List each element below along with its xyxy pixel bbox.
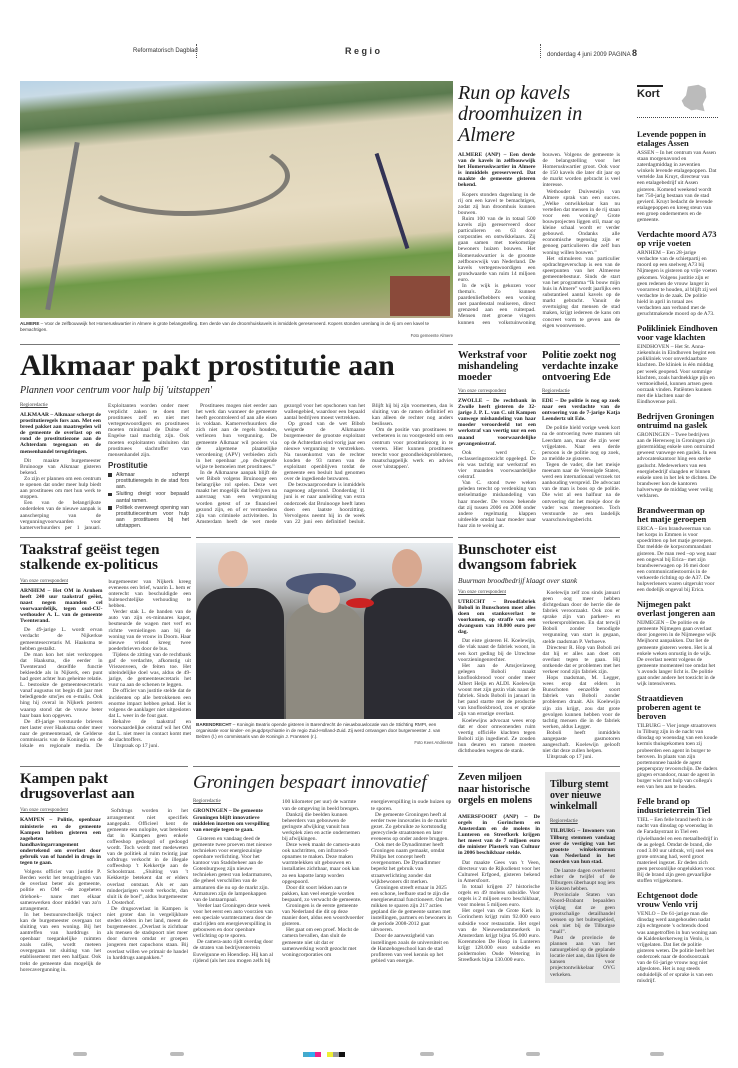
- paragraph: In totaal krijgen 27 historische orgels en 49 molens subsidie. Voor orgels is 2 miljoen euro beschikbaar, voor molens 5 miljoen euro.: [458, 883, 540, 909]
- kort-dots: [637, 117, 718, 118]
- headline-kampen: Kampen pakt drugsoverlast aan: [20, 771, 135, 803]
- article-werkstraf: [458, 350, 536, 529]
- paragraph: Provinciale Staten van Noord-Brabant bepaalden vrijdag dat ze geen grootschalige detailhandel wensen op het buitengebied, ook niet bij de Tilburgse “mall”.: [550, 892, 615, 935]
- article-run-op-kavels: [458, 81, 620, 329]
- article-kampen: [20, 766, 188, 972]
- paragraph: De politie hield vorige week kort na de ontvoering twee mannen uit Leerdam aan, maar die zijn weer vrijgelaten. Naar een derde persoon is de politie nog op zoek, zo meldde ze gisteren.: [542, 425, 620, 462]
- paragraph: Verder laat Groningen deze week voor het eerst een auto voorzien van een speciale warmtecamera door de stad rijden om energieverspilling in gebouwen en door openbare verlichting op te sporen.: [193, 902, 273, 940]
- kort-text: ERICA – Een brandweerman van het korps in Emmen is voor spoedritten op het matje geroepen. Dat meldde de korpscommandant gisteren. De man reed –op weg naar een ongeval bij Erica– met zijn brandweerwagen op 16 mei door een communicatiestoornis in de verkeerde richting op de A37. De hulpverleners waren uitgerukt voor een dodelijk ongeval bij Erica.: [637, 526, 717, 594]
- paragraph: Groningen streeft ernaar in 2025 een schone, leefbare stad te zijn die energieneutraal functioneert. Om het mikken te sparen zijn 217 acties gepland die de gemeente samen met instellingen, partners en bewoners in de periode 2008-2012 gaat uitvoeren.: [371, 884, 452, 934]
- headline-bunschoter: Bunschoter eist dwangsom fabriek: [458, 541, 577, 573]
- headline-groningen: Groningen bespaart innovatief: [193, 772, 427, 794]
- kort-text: VENLO – De 61-jarige man die dinsdag werd aangehouden nadat zijn echtgenote 's ochtends dood was aangetroffen in hun woning aan de Kaldenkerkerweg in Venlo, is vrijgelaten. Dat liet de politie gisteren weten. De politie heeft het onderzoek naar de doodsoorzaak van de 61-jarige vrouw nog niet afgesloten. Het is nog steeds onduidelijk of er sprake is van een misdrijf.: [637, 911, 717, 985]
- paragraph: Ruim 100 van de in totaal 500 kavels zijn gereserveerd door particulieren en 63 door corporaties en ontwikkelaars. Zij gaan samen met toekomstige bewoners huizen bouwen. Het Homeruskwartier is de grootste zelfbouwwijk van Nederland. De kavels vertegenwoordigen een grondwaarde van ruim 14 miljoen euro.: [458, 215, 536, 283]
- article-lead: AMERSFOORT (ANP) – De orgels in Gorinchem en Amsterdam en de molens in Lunteren en Streefkerk krijgen het meest van de 7 miljoen euro die minister Plasterk van Cultuur in 2006 beschikbaar stelde.: [458, 813, 540, 857]
- paragraph: Past de provincie de plannen aan van het natuurgebied op de geplande locatie niet aan, dan lijken de kansen voor projectontwikkelaar OVG verkeken.: [550, 935, 615, 978]
- paragraph: Verder stak L. de banden van de auto van zijn ex-minnares kapot, besmeurde de wagen met verf en richtte vernielingen aan bij de woning van de vrouw in Doorn. Haar nieuwe vriend kreeg twee poederbrieven door de bus.: [108, 609, 191, 652]
- kort-text: GRONINGEN – Twee bedrijven aan de Heresweg in Groningen zijn gistermiddag enkele uren ontruimd geweest vanwege een gaslek. In een advocatenkantoor hing een sterke gaslucht. Medewerkers van een energiebedrijf slaagden er binnen enkele uren in het lek te dichten. De brandweer kon de kantoren halverwege de middag weer veilig verklaren.: [637, 432, 717, 500]
- main-content: [20, 81, 620, 983]
- paragraph: Directeur R. Hop van Boboli zei dat hij er alles aan doet om overlast tegen te gaan. Hij ontkende dat er problemen met het verkeer rond zijn fabriek zijn.: [542, 644, 620, 675]
- article-lead: ARNHEM – Het OM in Arnhem heeft 240 uur taakstraf geëist, naast negen maanden cel voorwaardelijk, tegen oud-CU-wethouder A. L. van de gemeente Twenterand.: [20, 587, 103, 625]
- photo-block-barendrecht: [196, 537, 453, 745]
- info-box-item: Alkmaar scherpt prostitutieregels in de stad fors aan.: [108, 472, 189, 491]
- paragraph: Van C. stond twee weken geleden terecht op verdenking van stelselmatige mishandeling van haar moeder. De vrouw bekende dat zij tussen 2006 en 2008 onder andere regelmatig klappen uitdeelde omdat haar moeder naar haar zin te weinig at.: [458, 480, 536, 529]
- paragraph: Prostituees mogen niet eerder aan het werk dan wanneer de gemeente heeft gecontroleerd of aan alle eisen is voldaan. Kamerverhuurders die zich niet aan de regels houden, verliezen hun vergunning. De gemeente Alkmaar wil pooiers via de algemene plaatselijke verordening (APV) verbieden zich in het openbaar „op dwingende wijze te bemoeien met prostituees.”: [196, 403, 277, 470]
- paragraph: Door dit soort lekken aan te pakken, kan veel energie worden bespaard, zo verwacht de gemeente.: [282, 884, 362, 903]
- info-box-prostitutie: [108, 461, 189, 530]
- paragraph: Dankzij die beelden kunnen beheerders van gebouwen de geringste afwijking vanuit hun werkplek zien en actie ondernemen bij afwijkingen.: [282, 811, 360, 842]
- print-mark: [170, 1052, 184, 1056]
- caption-text: – Voor de zelfbouwwijk het Homeruskwartier in Almere is grote belangstelling. Een derde van de droomhuiskavels is inmiddels gereserveerd. Kopers stonden urenlang in de rij om een kavel te bemachtigen.: [20, 321, 430, 332]
- article-politie-ede: [542, 350, 620, 529]
- paragraph: De camera-auto rijdt overdag door de straten van bedrijventerrein Euvelgunne en Hoendiep. Hij kan al rijdend (als het zou mogen zelfs bij 100 kilometer per uur) de warmte van de omgeving in beeld brengen.: [193, 799, 360, 964]
- paragraph: In de Alkmaarse aanpak blijft de wet Bibob volgens Bruinooge een belangrijke rol spelen. Deze wet maakt het mogelijk dat bedrijven na aanvraag van een vergunning worden getest of ze financieel gezond zijn, en of er vermoedens zijn van criminele activiteiten. In Amsterdam heeft de wet mede gezorgd voor het opschonen van het wallengebied, waardoor een bepaald aantal bedrijven moest vertrekken.: [196, 403, 365, 525]
- paragraph: Tijdens de zitting van de rechtbank gaf de verdachte, afkomstig uit Vriezenveen, de feiten toe. Het uiteindelijke doel was, aldus de 49-jarige, de gemeentesecretaris het vuur na aan de schenen te leggen.: [108, 651, 191, 689]
- section-title: R e g i o: [345, 46, 381, 56]
- page-date: [547, 48, 637, 58]
- article-groningen: [193, 766, 453, 964]
- paragraph: Het aan de Amsjoviaweg gelegen Boboli maakt knoflookbrood voor onder meer Albert Heijn en ALDI. Koelewijn woont met zijn gezin vlak naast de fabriek. Sinds Boboli in januari in het pand startte met de productie van knoflookbrood, zou er sprake zijn van ernstige overlast.: [458, 662, 536, 718]
- paragraph: Softdrugs worden in het arrangement niet specifiek aangepakt. Officieel kent de gemeente een nulopite, wat betekent dat in Kampen geen enkele coffeeshop gedoogd of gedoogd wordt. Toch wordt met medeweten van de politiek al ruim twintig jaar softdrugs verkocht in de illegale coffeeshop 't Kekkertje aan de Schoolstraat. „Sluiting van 't Kekkertje betekent dat er elders overlast ontstaat. Als er aan minderjarigen wordt verkocht, dan sluit ik de boel”, aldus burgemeester J. Oosterhof.: [107, 808, 188, 906]
- paragraph: Koelewijns advocaat wees erop dat er door omwonenden ruim veertig officiële klachten tegen Boboli zijn ingediend. Ze zouden hun deuren en ramen moeten dichthouden wegens de stank.: [458, 717, 536, 755]
- headline-run-op-kavels: Run op kavels droomhuizen in Almere: [458, 82, 583, 146]
- paragraph: Zo zijn er plannen om een centrum te openen dat onder meer hulp biedt aan prostituees om met hun werk te stoppen.: [20, 475, 101, 501]
- article-lead: KAMPEN – Politie, openbaar ministerie en de gemeente Kampen hebben gisteren een zogeheten handhavingarrangement ondertekend om overlast door gebruik van of handel in drugs in tegen te gaan.: [20, 817, 101, 867]
- paragraph: Door de aanwezigheid van instellingen zoals de universiteit en de Hanzehogeschool kan de stad profiteren van veel kennis op het gebied van energie.: [371, 933, 449, 964]
- paragraph: Het orgel van de Grote Kerk in Gorinchem krijgt ruim 92.000 euro subsidie voor restauratie. Het orgel van de Nieuwendammerkerk in Amsterdam krijgt bijna 95.000 euro. Korenmolen De Hoop in Lunteren krijgt 128.000 euro subsidie en poldermolen Oude Wetering in Streefkerk bijna 130.000 euro.: [458, 908, 540, 964]
- article-lead: EDE – De politie is nog op zoek naar een verdachte van de ontvoering van de 7-jarige Katja Leendertz uit Ede.: [542, 398, 620, 423]
- info-box-item: Politiek overweegt opening van prostitutiecentrum voor hulp aan prostituees bij het uitstappen.: [108, 505, 189, 530]
- paragraph: Volgens officier van justitie P. Berden werkt het terugdringen van de overlast beter als gemeente, politie en OM –de zogeheten driehoek– nauw met elkaar samenwerken door middel van zo'n arrangement.: [20, 869, 101, 912]
- paragraph: In het bestuursrechtelijk traject kan de burgemeester overgaan tot sluiting van een woning. Bij het aantreffen van harddrugs in openbaar toegankelijke ruimten zoals cafés, wordt meteen overgegaan tot sluiting van het etablissement met een halfjaar. Ook trekt de gemeente dan mogelijk de horecavergunning in.: [20, 911, 101, 973]
- article-lead: ALKMAAR – Alkmaar scherpt de prostitutieregels fors aan. Met een breed pakket aan maatregelen wil de gemeente de overlast op en rond de prostitutiezone aan de Achterdam tegengaan en de mensenhandel terugdringen.: [20, 412, 101, 455]
- paragraph: De bezwaarprocedure is inmiddels nagenoeg afgerond. Donderdag 11 juni is er naar aanleiding van extra onderzoek dat Bruinooge heeft laten doen een laatste hoorzitting. Vervolgens neemt hij in de week van 22 juni een definitief besluit. Blijft hij bij zijn voornemen, dan is sluiting van de ramen definitief en kan alleen de rechter nog anders beslissen.: [284, 403, 453, 525]
- byline: Regioredactie: [20, 403, 48, 408]
- kort-title: Echtgenoot dode vrouw Venlo vrij: [637, 890, 698, 910]
- kort-title: Bedrijven Groningen ontruimd na gaslek: [637, 411, 715, 431]
- paragraph: Hops raadsman, M. Legger, wees erop dat elders in Bunschoten eenzelfde soort fabriek van Boboli zonder problemen draait. Als Koelewijn zijn zin krijgt, zou dat grote gevolgen kunnen hebben voor de tachtig mensen die in de fabriek werken, aldus Legger.: [542, 675, 620, 730]
- kort-title: Verdachte moord A73 op vrije voeten: [637, 229, 717, 249]
- short-articles-bottom: [458, 766, 620, 982]
- paragraph: Dit maakte burgemeester Bruinooge van Alkmaar gisteren bekend.: [20, 457, 101, 476]
- paragraph: Kopers stonden dagenlang in de rij om een kavel te bemachtigen, zodat zij hun droomhuis kunnen bouwen.: [458, 191, 536, 216]
- photo-queen-beatrix: [196, 543, 453, 719]
- byline: Van onze correspondent: [458, 589, 507, 595]
- print-mark: [526, 1052, 540, 1056]
- paragraph: Ook met de Dynadimmer heeft Groningen naam gemaakt, omdat Philips het concept heeft overgenomen. De Dynadimmer beperkt het gebruik van straatverlichting zonder dat wijkbewoners dit merken.: [371, 842, 445, 885]
- header-divider: [540, 44, 541, 58]
- paragraph: Tegen de vader, die het meisje meenam naar de Verenigde Staten, werd een internationaal verzoek tot aanhouding verspreid. De advocaat van de man is boos op de politie. Die wist al een halfuur na de ontvoering dat het meisje door de vader was meegenomen. Toch verstuurde ze een landelijk waarschuwingsbericht.: [542, 461, 620, 523]
- subhead-bunschoter: Buurman broodbedrijf klaagt over stank: [458, 575, 578, 585]
- photo-caption: [20, 321, 453, 333]
- netherlands-map-icon: [677, 83, 711, 113]
- paragraph: Dat eiste gisteren H. Koelewijn, die vlak naast de fabriek woont, in een kort geding bij de Utrechtse voorzieningenrechter.: [458, 638, 536, 663]
- paragraph: Koelewijn zelf zou sinds januari geen oog meer hebben dichtgedaan door de herrie die de fabriek veroorzaakt. Ook zou er sprake zijn van parkeer- en verkeersproblemen. En dat terwijl Boboli zonder benodigde vergunning van start is gegaan, stelde raadsman P. Verhoeve.: [542, 589, 620, 645]
- header-divider: [196, 44, 197, 58]
- page-number: 8: [631, 48, 637, 58]
- kort-title: Levende poppen in etalages Assen: [637, 129, 706, 148]
- paragraph: Gisteren en vandaag deed de gemeente twee proeven met nieuwe technieken voor energiezuinige openbare verlichting. Voor het kantoor van Stadsbeheer aan de Gotenburgweg zijn nieuwe technieken getest van ledarmaturen, die geheel verschillen van de armaturen die nu op de markt zijn. Armaturen zijn de lampenkappen van de lantaarnpaal.: [193, 835, 273, 903]
- paragraph: Dat maakte Gees van 't Veen, directeur van de Rijksdienst voor het Cultureel Erfgoed, gisteren bekend in Amersfoort.: [458, 859, 540, 884]
- article-lead: ALMERE (ANP) – Een derde van de kavels in zelfbouwwijk het Homeruskwartier in Almere is inmiddels gereserveerd. Dat maakte de gemeente gisteren bekend.: [458, 152, 536, 189]
- caption-place: BARENDRECHT: [196, 721, 232, 727]
- paragraph: Uitspraak op 17 juni.: [546, 754, 593, 761]
- paragraph: De gemeente Groningen heeft al eerder twee innovaties in de markt gezet. Zo gebruikte ze kortstondig gerecyclede straatstenen en later eveneens op onder andere bruggen.: [371, 811, 449, 842]
- paragraph: Uitspraak op 17 juni.: [112, 743, 159, 750]
- paragraph: In de wijk is gekozen voor thema's. Zo kunnen paardenliefhebbers een woning met paardenstal realiseren, direct grenzend aan een ruiterpad. Mensen met groene vingers kunnen een volkstuinwoning bouwen. Volgens de gemeente is de belangstelling voor het Homeruskwartier groot. Ook voor de 150 kavels die later dit jaar op de markt worden gebracht is veel interesse.: [458, 152, 620, 326]
- paragraph: Ook werd C. reclasseringstoezicht opgelegd. De eis was tachtig uur werkstraf en vier maanden voorwaardelijke celstraf.: [458, 449, 536, 481]
- byline: Van onze correspondent: [20, 578, 69, 584]
- kort-title: Felle brand op industrieterrein Tiel: [637, 796, 711, 816]
- paragraph: De drugsoverlast in Kampen is niet groter dan in vergelijkbare steden elders in het land, meent de burgemeester. „Overlast is zichtbaar als mensen de stadspoort niet meer door durven omdat er groepen jongeren met capuchons staan. Bij overlast willen we primair de handel in harddrugs aanpakken.”: [107, 905, 188, 961]
- article-lead: ZWOLLE – De rechtbank in Zwolle heeft gisteren de 32-jarige J. P. L. van C. uit Kampen vanwege mishandeling van haar moeder veroordeeld tot een werkstraf van veertig uur en een maand voorwaardelijke gevangenisstraf.: [458, 398, 536, 447]
- kort-text: NIJMEGEN – De politie en de gemeente Nijmegen gaan overlast door jongeren in de Nijmeegse wijk Meijhorst aanpakken. Dat liet de gemeente gisteren weten. Het is al enkele weken onrustig in de wijk. De overlast neemt volgens de gemeente momenteel toe omdat het 's avonds langer licht is. De politie gaat onder andere het toezicht in de wijk intensiveren.: [637, 620, 716, 688]
- article-lead: TILBURG – Inwoners van Tilburg stemmen vandaag over de vestiging van het grootste winkelcentrum van Nederland in het noorden van hun stad.: [550, 828, 615, 865]
- headline-alkmaar: Alkmaar pakt prostitutie aan: [20, 349, 395, 382]
- kort-text: ARNHEM – Een 28-jarige verdachte van de schietpartij en moord op een snelweg A73 bij Nijmegen is gisteren op vrije voeten gekomen. Volgens justitie zijn er geen redenen de vrouw langer in voorarrest te houden, al blijft zij wel verdachte in de zaak. De politie hield in april in totaal zes verdachten aan verband met de geruchtmakende moord op de A73.: [637, 250, 718, 318]
- row-bottom: [20, 766, 620, 982]
- print-mark: [420, 1052, 434, 1056]
- row-top: [20, 81, 620, 338]
- photo-caption: [196, 722, 453, 740]
- photo-credit: Foto gemeente Almere: [410, 333, 453, 338]
- byline: Regioredactie: [193, 799, 221, 805]
- article-lead: GRONINGEN – De gemeente Groningen blijft innovatieve middelen inzetten om verspilling van energie tegen te gaan.: [193, 808, 270, 833]
- headline-politie: Politie zoekt nog verdachte inzake ontvoering Ede: [542, 350, 619, 383]
- paragraph: Boboli heeft inmiddels aangepaste gasmotoren aangeschaft. Koelewijn gelooft niet dat deze zullen helpen.: [542, 729, 620, 755]
- date-text: donderdag 4 juni 2009 PAGINA: [547, 52, 631, 58]
- paragraph: Om de positie van prostituees te verbeteren is nu voorgesteld om een centrum voor prostitutiezorg in te voeren. Hier kunnen prostituees terecht voor gezondheidsproblemen, maatschappelijk werk en advies over 'uitstappen'.: [372, 427, 453, 470]
- paragraph: Een van de belangrijkste onderdelen van de nieuwe aanpak is aanscherping van de vergunningvoorwaarden voor kamerverhuurders per 1 januari. Exploitanten worden onder meer verplicht zaken te doen met prostituees zelf en niet met vertegenwoordigers en prostituees moeten minimaal de Duitse of Engelse taal machtig zijn. Ook moeten exploitanten uitsluiten dat prostituees slachtoffer van mensenhandel zijn.: [20, 403, 189, 531]
- photo-credit: Foto Kees Andriesse: [414, 739, 453, 745]
- kort-column: [637, 85, 718, 984]
- info-box-title: Prostitutie: [108, 460, 148, 470]
- kort-text: ASSEN – In het centrum van Assen staan morgenavond en zaterdagmiddag in zeventien winkels levende etalagepoppen. Dat vertelde Jan Kruyt, directeur van een etalagebedrijf uit Assen gisteren. Komend weekend wordt het 750-jarig bestaan van de stad gevierd. Kruyt bedacht de levende etalagepoppen en kreeg steun van een groep ondernemers en de gemeente.: [637, 150, 717, 224]
- paragraph: Wethouder Duivesteijn van Almere sprak van een succes. „Welke ontwikkelaar kan nu vertellen dat mensen in de rij staan voor een woning? Grote bouwprojecten liggen stil, maar op kleine schaal wordt er verder gebouwd. Ondanks alle economische tegenslag zijn er genoeg particulieren die zelf hun woning willen bouwen.”: [542, 188, 620, 256]
- kort-title: Polikliniek Eindhoven voor vage klachten: [637, 323, 718, 343]
- paragraph: Groningen is de eerste gemeente van Nederland die dit op deze manier doet, aldus een woordvoerder gisteren.: [282, 903, 364, 928]
- headline-taakstraf: Taakstraf geëist tegen stalkende ex-politicus: [20, 541, 160, 573]
- paragraph: Op grond van de wet Bibob weigerde de Alkmaarse burgemeester de grootste exploitant op de Achterdam eind vorig jaar een nieuwe vergunning te verstrekken. Na tussenkomst van de rechter konden de 93 ramen van de exploitant openblijven totdat de gemeente een besluit had genomen over de ingediende bezwaren.: [284, 421, 365, 483]
- kort-title: Nijmegen pakt overlast jongeren aan: [637, 599, 716, 619]
- byline: Regioredactie: [542, 389, 570, 394]
- headline-werkstraf: Werkstraf voor mishandeling moeder: [458, 350, 527, 383]
- article-orgels-molens: [458, 772, 540, 982]
- kort-title: Brandweerman op het matje geroepen: [637, 505, 707, 525]
- kort-text: EINDHOVEN – Het St. Anna-ziekenhuis in Eindhoven begint een polikliniek voor onverklaarbare klachten. De kliniek is één middag per week geopend. Voor sommige klachten, zoals hardnekkige pijn en vermoeidheid, kunnen artsen geen oorzaak vinden. Patiënten kunnen met die klachten naar de Eindhovense poli.: [637, 344, 716, 405]
- subhead-alkmaar: Plannen voor centrum voor hulp bij 'uitstappen': [20, 385, 213, 396]
- paragraph: De 49-jarige L. wordt ervan verdacht de Nijkerkse gemeentesecretaris M. Haaksma te hebben gestalkt.: [20, 627, 103, 652]
- color-registration-bar: [303, 1052, 345, 1057]
- photo-block-almere: [20, 81, 453, 338]
- paragraph: De laatste dagen overheerst echter de twijfel of de Tilburgers überhaupt nog iets te kiezen hebben.: [550, 867, 615, 893]
- row-taakstraf: [20, 537, 620, 761]
- byline: Van onze correspondent: [20, 808, 69, 814]
- kort-text: TIEL – Een felle brand heeft in de nacht van dinsdag op woensdag in de Faradaystraat in Tiel een rijwielhandel en een metaalbedrijf in de as gelegd. Omdat de brand, die rond 3.00 uur uitbrak, vrij snel een grote omvang had, werd groot materieel ingezet. Er deden zich geen persoonlijke ongelukken voor. Bij de brand zijn geen gevaarlijke stoffen vrijgekomen.: [637, 817, 718, 885]
- article-taakstraf: [20, 537, 191, 750]
- paragraph: De officier van justitie stelde dat de incidenten op alle betrokkenen een enorme impact hebben gehad. Het is volgens de aanklager niet uitgesloten dat L. weer in de fout gaat.: [108, 688, 191, 719]
- row-alkmaar: [20, 344, 620, 531]
- kort-label: Kort: [637, 88, 660, 100]
- kort-header: [637, 85, 718, 123]
- paragraph: De man kon het niet verkroppen dat Haaksma, die eerder in Twenterand dezelfde functie bekleedde als in Nijkerk, een punt had gezet achter hun geheime relatie. L. bestookte de gemeentesecretaris vanaf augustus tot begin dit jaar met beledigende sms'jes en e-mails. Ook hing hij overal in Nijkerk posters waarop stond dat de vrouw beter haar baan kon opgeven.: [20, 651, 103, 719]
- aerial-photo-almere: [20, 81, 453, 318]
- print-mark: [650, 1052, 664, 1056]
- headline-zeven-miljoen: Zeven miljoen naar historische orgels en molens: [458, 772, 533, 807]
- kort-text: TILBURG – Vier jonge straatrovers in Tilburg zijn in de nacht van dinsdag op woensdag van een koude kermis thuisgekomen toen zij probeerden een agent in burger te beroven. In plaats van zijn portemonnee haalde de agent pepperspray tevoorschijn. De daders gingen ervandoor, maar de agent in burger wist met hulp van collega's een van hen aan te houden.: [637, 723, 718, 791]
- short-articles: [458, 344, 620, 529]
- info-box-item: Sluiting dreigt voor bepaald aantal ramen.: [108, 491, 189, 503]
- caption-place: ALMERE: [20, 321, 40, 326]
- paragraph: De 49-jarige verstuurde brieven met laster over Haaksma onder meer naar de gemeenteraad, de Gelderse commissaris van de Koningin en de lokale en regionale media. De burgemeester van Nijkerk kreeg eveneens een brief, waarin L. hem er onterecht van beschuldigde een buitenechtelijke verhouding te hebben.: [20, 578, 191, 750]
- paragraph: Het gaat om een proef. Mocht de camera bevallen, dan sluit de gemeente niet uit dat er samenwerking wordt gezocht met woningcorporaties om energieverspilling in oude huizen op te sporen.: [282, 799, 452, 958]
- article-lead: UTRECHT – Broodfabriek Boboli in Bunschoten moet alles doen om stankoverlast te voorkomen, op straffe van een dwangsom van 10.000 euro per dag.: [458, 598, 536, 636]
- byline: Van onze correspondent: [458, 389, 507, 394]
- headline-tilburg: Tilburg stemt over nieuwe winkelmall: [550, 779, 609, 813]
- paragraph: Het stimuleren van particulier opdrachtgeverschap is een van de speerpunten van het Almeerse gemeentebestuur. Sinds de start van het programma “Ik bouw mijn huis in Almere” wordt jaarlijks een substantieel aantal kavels op de markt gebracht. Vanuit de overtuiging dat mensen de stad maken, krijgt iedereen de kans om concreet vorm te geven aan de eigen woonwensen.: [542, 255, 620, 329]
- byline: Regioredactie: [550, 819, 578, 825]
- caption-text: – Koningin Beatrix opende gisteren in Barendrecht de nieuwbouwlocatie van de Stichting RMPI, een organisatie voor kinder- en jeugdpsychiatrie in de regio Zuid-Holland-Zuid. Zij werd ontvangen door burgemeester J. van Belzen (l.) en commissaris van de Koningin J. Franssen (r.).: [196, 721, 441, 739]
- print-mark: [73, 1052, 87, 1056]
- article-alkmaar: [20, 344, 453, 531]
- kort-title: Straatdieven proberen agent te beroven: [637, 693, 701, 722]
- paragraph: Behalve de taakstraf en voorwaardelijke celstraf wil het OM dat L. niet meer in contact komt met de slachtoffers.: [108, 718, 191, 744]
- article-tilburg: [545, 772, 620, 982]
- article-bunschoter: [458, 537, 620, 761]
- newspaper-name: Reformatorisch Dagblad: [133, 48, 198, 54]
- paragraph: Deze week maakt de camera-auto ook nachtritten, om infrarood-opnames te maken. Deze maken warmtelekken uit gebouwen en installaties zichtbaar, maar ook kan zo een kapotte lamp worden opgespoord.: [282, 842, 361, 885]
